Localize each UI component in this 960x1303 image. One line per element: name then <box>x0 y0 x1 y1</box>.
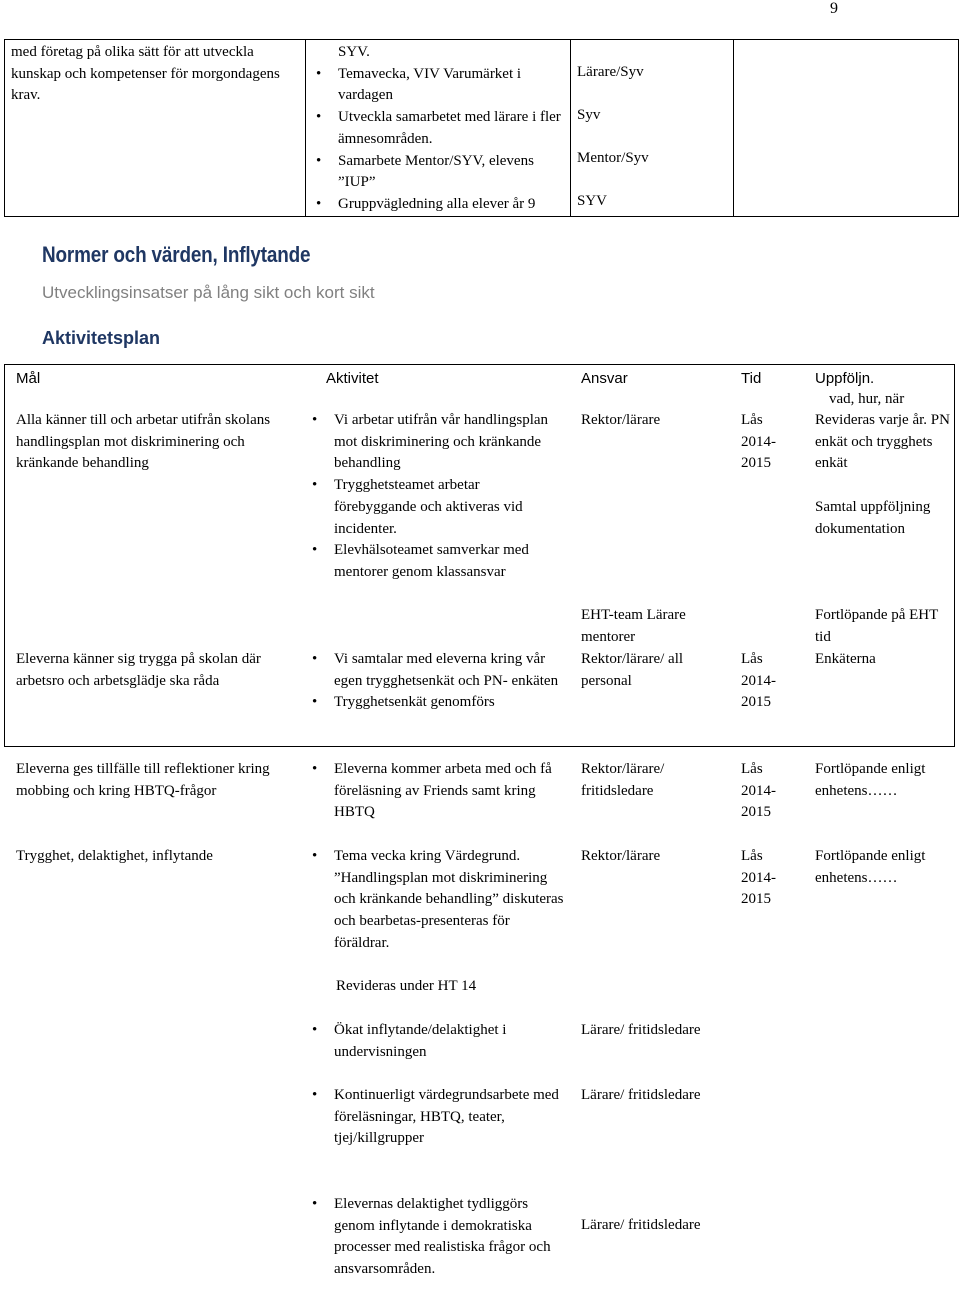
row4-activities <box>306 846 564 955</box>
row3-followup: Fortlöpande enligt enhetens…… <box>815 761 926 799</box>
top-table-goal-cell <box>5 40 306 217</box>
row2-followup: Enkäterna <box>815 651 876 667</box>
row2-time: Lås 2014-2015 <box>741 651 776 711</box>
top-table-responsible-cell <box>571 40 734 217</box>
row5-responsible: Lärare/ fritidsledare <box>581 1022 701 1038</box>
top-table-activity-cell <box>306 40 571 217</box>
top-responsible-4: SYV <box>577 193 608 209</box>
row2-goal: Eleverna känner sig trygga på skolan där arbetsro och arbetsglädje ska råda <box>16 651 261 689</box>
list-item: • Utveckla samarbetet med lärare i fler ämnesområden. <box>310 107 564 150</box>
row1-followup: Revideras varje år. PN enkät och trygghets enkät <box>815 412 950 472</box>
list-item: • Vi arbetar utifrån vår handlingsplan mot diskriminering och kränkande behandling <box>306 410 564 475</box>
row4-time: Lås 2014-2015 <box>741 848 776 908</box>
row3-responsible: Rektor/lärare/ fritidsledare <box>581 761 665 799</box>
top-goal-text: med företag på olika sätt för att utveckla kunskap och kompetenser för morgondagens krav. <box>11 44 280 104</box>
row3-time: Lås 2014-2015 <box>741 761 776 821</box>
section-subheading: Utvecklingsinsatser på lång sikt och kort sikt <box>42 283 375 302</box>
row1-activities <box>306 410 564 584</box>
list-item: • Samarbete Mentor/SYV, elevens ”IUP” <box>310 151 564 194</box>
row3-goal: Eleverna ges tillfälle till reflektioner kring mobbing och kring HBTQ-frågor <box>16 761 270 799</box>
top-responsible-1: Lärare/Syv <box>577 64 644 80</box>
list-item: • Temavecka, VIV Varumärket i vardagen <box>310 64 564 107</box>
row6-activities <box>306 1085 564 1150</box>
section-heading: Normer och värden, Inflytande <box>42 242 311 267</box>
row1-responsible: Rektor/lärare <box>581 412 661 428</box>
list-item: • Trygghetsenkät genomförs <box>306 692 564 714</box>
header-aktivitet: Aktivitet <box>326 370 379 387</box>
row5-activities <box>306 1020 564 1063</box>
row4-activity-note: Revideras under HT 14 <box>336 978 477 994</box>
page-number: 9 <box>830 0 838 17</box>
row4-goal: Trygghet, delaktighet, inflytande <box>16 848 213 864</box>
list-item: • Vi samtalar med eleverna kring vår egen trygghetsenkät och PN- enkäten <box>306 649 564 692</box>
top-responsible-3: Mentor/Syv <box>577 150 649 166</box>
list-item: • Ökat inflytande/delaktighet i undervisningen <box>306 1020 564 1063</box>
row4-followup: Fortlöpande enligt enhetens…… <box>815 848 926 886</box>
header-uppfoljn: Uppföljn. <box>815 370 875 387</box>
plan-title: Aktivitetsplan <box>42 328 161 348</box>
row1-followup-3: Fortlöpande på EHT tid <box>815 607 939 645</box>
row1-followup-2: Samtal uppföljning dokumentation <box>815 499 931 537</box>
row1-time: Lås 2014-2015 <box>741 412 776 472</box>
list-item: • Kontinuerligt värdegrundsarbete med föreläsningar, HBTQ, teater, tjej/killgrupper <box>306 1085 564 1150</box>
top-activity-line: SYV. <box>338 44 370 60</box>
list-item: • Trygghetsteamet arbetar förebyggande och aktiveras vid incidenter. <box>306 475 564 540</box>
row7-activities <box>306 1194 564 1281</box>
row1-goal: Alla känner till och arbetar utifrån skolans handlingsplan mot diskriminering och kränkande behandling <box>16 412 271 472</box>
row2-activities <box>306 649 564 714</box>
header-uppfoljn-sub: vad, hur, när <box>829 391 905 407</box>
header-mal: Mål <box>16 370 41 387</box>
top-activity-list <box>310 64 564 216</box>
top-table-empty-cell <box>734 40 959 217</box>
header-tid: Tid <box>741 370 762 387</box>
list-item: • Eleverna kommer arbeta med och få föreläsning av Friends samt kring HBTQ <box>306 759 564 824</box>
row3-activities <box>306 759 564 824</box>
top-responsible-2: Syv <box>577 107 601 123</box>
row4-responsible: Rektor/lärare <box>581 848 661 864</box>
list-item: • Elevernas delaktighet tydliggörs genom inflytande i demokratiska processer med realistiska frågor och ansvarsområden. <box>306 1194 564 1281</box>
row1-responsible-2: EHT-team Lärare mentorer <box>581 607 686 645</box>
row2-responsible: Rektor/lärare/ all personal <box>581 651 684 689</box>
list-item: • Elevhälsoteamet samverkar med mentorer genom klassansvar <box>306 540 564 583</box>
header-ansvar: Ansvar <box>581 370 628 387</box>
top-table <box>4 39 959 217</box>
list-item: • Gruppvägledning alla elever år 9 <box>310 194 564 216</box>
row6-responsible: Lärare/ fritidsledare <box>581 1087 701 1103</box>
row7-responsible: Lärare/ fritidsledare <box>581 1217 701 1233</box>
list-item: • Tema vecka kring Värdegrund. ”Handlingsplan mot diskriminering och kränkande behandling” diskuteras och bearbetas-presenteras för föräldrar. <box>306 846 564 955</box>
